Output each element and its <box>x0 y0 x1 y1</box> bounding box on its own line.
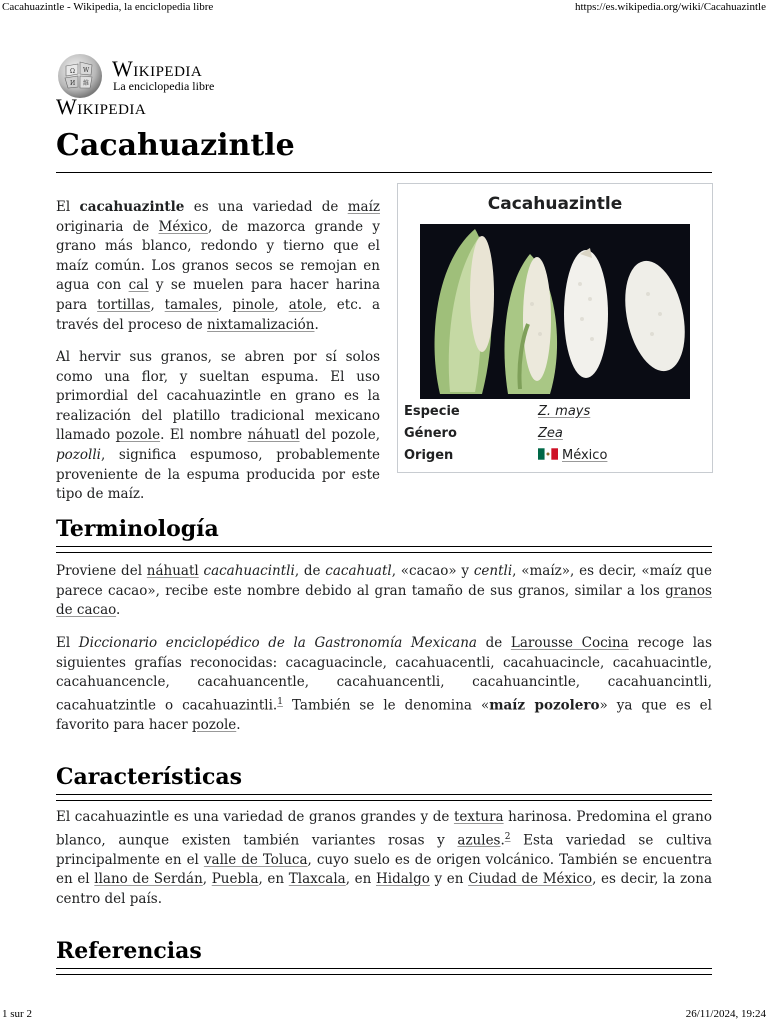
svg-text:И: И <box>70 80 76 87</box>
link-larousse-cocina[interactable]: Larousse Cocina <box>510 635 629 651</box>
link-cal[interactable]: cal <box>128 277 149 294</box>
wikipedia-wordmark: Wikipedia <box>112 56 203 81</box>
link-textura[interactable]: textura <box>453 809 504 825</box>
infobox-origin-value <box>538 448 607 463</box>
title-rule <box>56 172 712 173</box>
page-title: Cacahuazintle <box>56 128 295 163</box>
terminologia-paragraph-2: El Diccionario enciclopédico de la Gastronomía Mexicana de Larousse Cocina recoge las siguientes grafías reconocidas: cacaguacincle, cacahuacentli, cacahuacincle, cacahuacintle, cacahuancencle, cacahuancentle, cacahuancentli, cacahuancintle, cacahuancintli, cacahuatzintle o cacahuazintli.$^1$ También se le denomina «maíz pozolero» ya que es el favorito para hacer pozole. <box>56 635 713 733</box>
link-mexico[interactable]: México <box>158 218 208 235</box>
link-tamales[interactable]: tamales <box>164 296 219 313</box>
section-rule <box>56 968 712 969</box>
link-atole[interactable]: atole <box>288 296 323 313</box>
infobox-row-origen <box>404 448 706 468</box>
mexico-flag-icon <box>538 448 558 460</box>
intro-paragraph-1: El cacahuazintle es una variedad de maíz originaria de México, de mazorca grande y grano más blanco, redondo y tierno que el maíz común. Los granos secos se remojan en agua con cal y se muelen para hacer harina para tortillas, tamales, pinole, atole, etc. a través del proceso de nixtamalización. <box>56 199 380 333</box>
wikipedia-globe-icon <box>56 52 104 100</box>
link-z-mays[interactable]: Z. mays <box>538 404 591 419</box>
print-header-url: https://es.wikipedia.org/wiki/Cacahuazintle <box>574 1 766 13</box>
page-number: 1 sur 2 <box>2 1008 32 1020</box>
svg-text:Ω: Ω <box>70 68 75 75</box>
svg-text:W: W <box>83 67 90 74</box>
print-footer <box>0 1008 768 1024</box>
infobox-key: Origen <box>404 448 454 463</box>
reference-1[interactable]: 1 <box>277 696 283 707</box>
section-rule-secondary <box>56 800 712 801</box>
link-nixtamalizacion[interactable]: nixtamalización <box>207 316 315 333</box>
link-tortillas[interactable]: tortillas <box>97 296 151 313</box>
link-zea[interactable]: Zea <box>538 426 563 441</box>
link-hidalgo[interactable]: Hidalgo <box>376 871 430 888</box>
heading-caracteristicas: Características <box>56 764 243 790</box>
section-rule-secondary <box>56 552 712 553</box>
link-granos-de-cacao[interactable]: granos de cacao <box>56 582 712 619</box>
infobox <box>397 183 713 473</box>
link-pozole[interactable]: pozole <box>115 427 161 444</box>
link-pozole-2[interactable]: pozole <box>191 716 237 733</box>
term-bold: cacahuazintle <box>79 199 185 215</box>
heading-terminologia: Terminología <box>56 516 219 542</box>
print-header-title: Cacahuazintle - Wikipedia, la enciclopedia libre <box>2 1 214 13</box>
print-header <box>0 0 768 16</box>
infobox-key: Género <box>404 426 457 441</box>
section-rule-secondary <box>56 974 712 975</box>
wikipedia-tagline: La enciclopedia libre <box>113 79 215 93</box>
print-timestamp: 26/11/2024, 19:24 <box>685 1008 766 1020</box>
heading-referencias: Referencias <box>56 938 202 964</box>
corn-photo-illustration <box>420 224 690 399</box>
wikipedia-logo[interactable] <box>56 52 316 122</box>
link-pinole[interactable]: pinole <box>232 296 275 313</box>
infobox-row-genero <box>404 426 706 446</box>
link-llano-de-serdan[interactable]: llano de Serdán <box>94 871 203 888</box>
wikipedia-wordmark-repeat: Wikipedia <box>56 94 147 119</box>
link-puebla[interactable]: Puebla <box>211 871 259 888</box>
section-rule <box>56 546 712 547</box>
link-tlaxcala[interactable]: Tlaxcala <box>288 871 346 888</box>
caracteristicas-paragraph-1: El cacahuazintle es una variedad de granos grandes y de textura harinosa. Predomina el grano blanco, aunque existen también variantes rosas y azules.$^2$ Esta variedad se cultiva principalmente en el valle de Toluca, cuyo suelo es de origen volcánico. También se encuentra en el llano de Serdán, Puebla, en Tlaxcala, en Hidalgo y en Ciudad de México, es decir, la zona centro del país. <box>56 809 713 907</box>
link-ciudad-de-mexico[interactable]: Ciudad de México <box>468 871 593 888</box>
infobox-key: Especie <box>404 404 460 419</box>
link-azules[interactable]: azules <box>457 832 501 849</box>
infobox-title: Cacahuazintle <box>487 194 623 214</box>
infobox-photo[interactable] <box>420 224 690 399</box>
link-nahuatl[interactable]: náhuatl <box>247 427 300 444</box>
link-origin-mexico[interactable]: México <box>562 448 608 463</box>
link-maiz[interactable]: maíz <box>347 199 380 215</box>
section-rule <box>56 794 712 795</box>
terminologia-paragraph-1: Proviene del náhuatl cacahuacintli, de cacahuatl, «cacao» y centli, «maíz», es decir, «maíz que parece cacao», recibe este nombre debido al gran tamaño de sus granos, similar a los granos de cacao. <box>56 563 712 619</box>
svg-text:維: 維 <box>83 80 90 87</box>
reference-2[interactable]: 2 <box>504 831 511 842</box>
link-valle-de-toluca[interactable]: valle de Toluca <box>203 851 308 868</box>
link-nahuatl-2[interactable]: náhuatl <box>146 563 199 579</box>
intro-paragraph-2: Al hervir sus granos, se abren por sí solos como una flor, y sueltan espuma. El uso primordial del cacahuazintle en grano es la realización del platillo tradicional mexicano llamado pozole. El nombre náhuatl del pozole, pozolli, significa espumoso, probablemente proveniente de la espuma producida por este tipo de maíz. <box>56 349 380 503</box>
infobox-row-especie <box>404 404 706 424</box>
